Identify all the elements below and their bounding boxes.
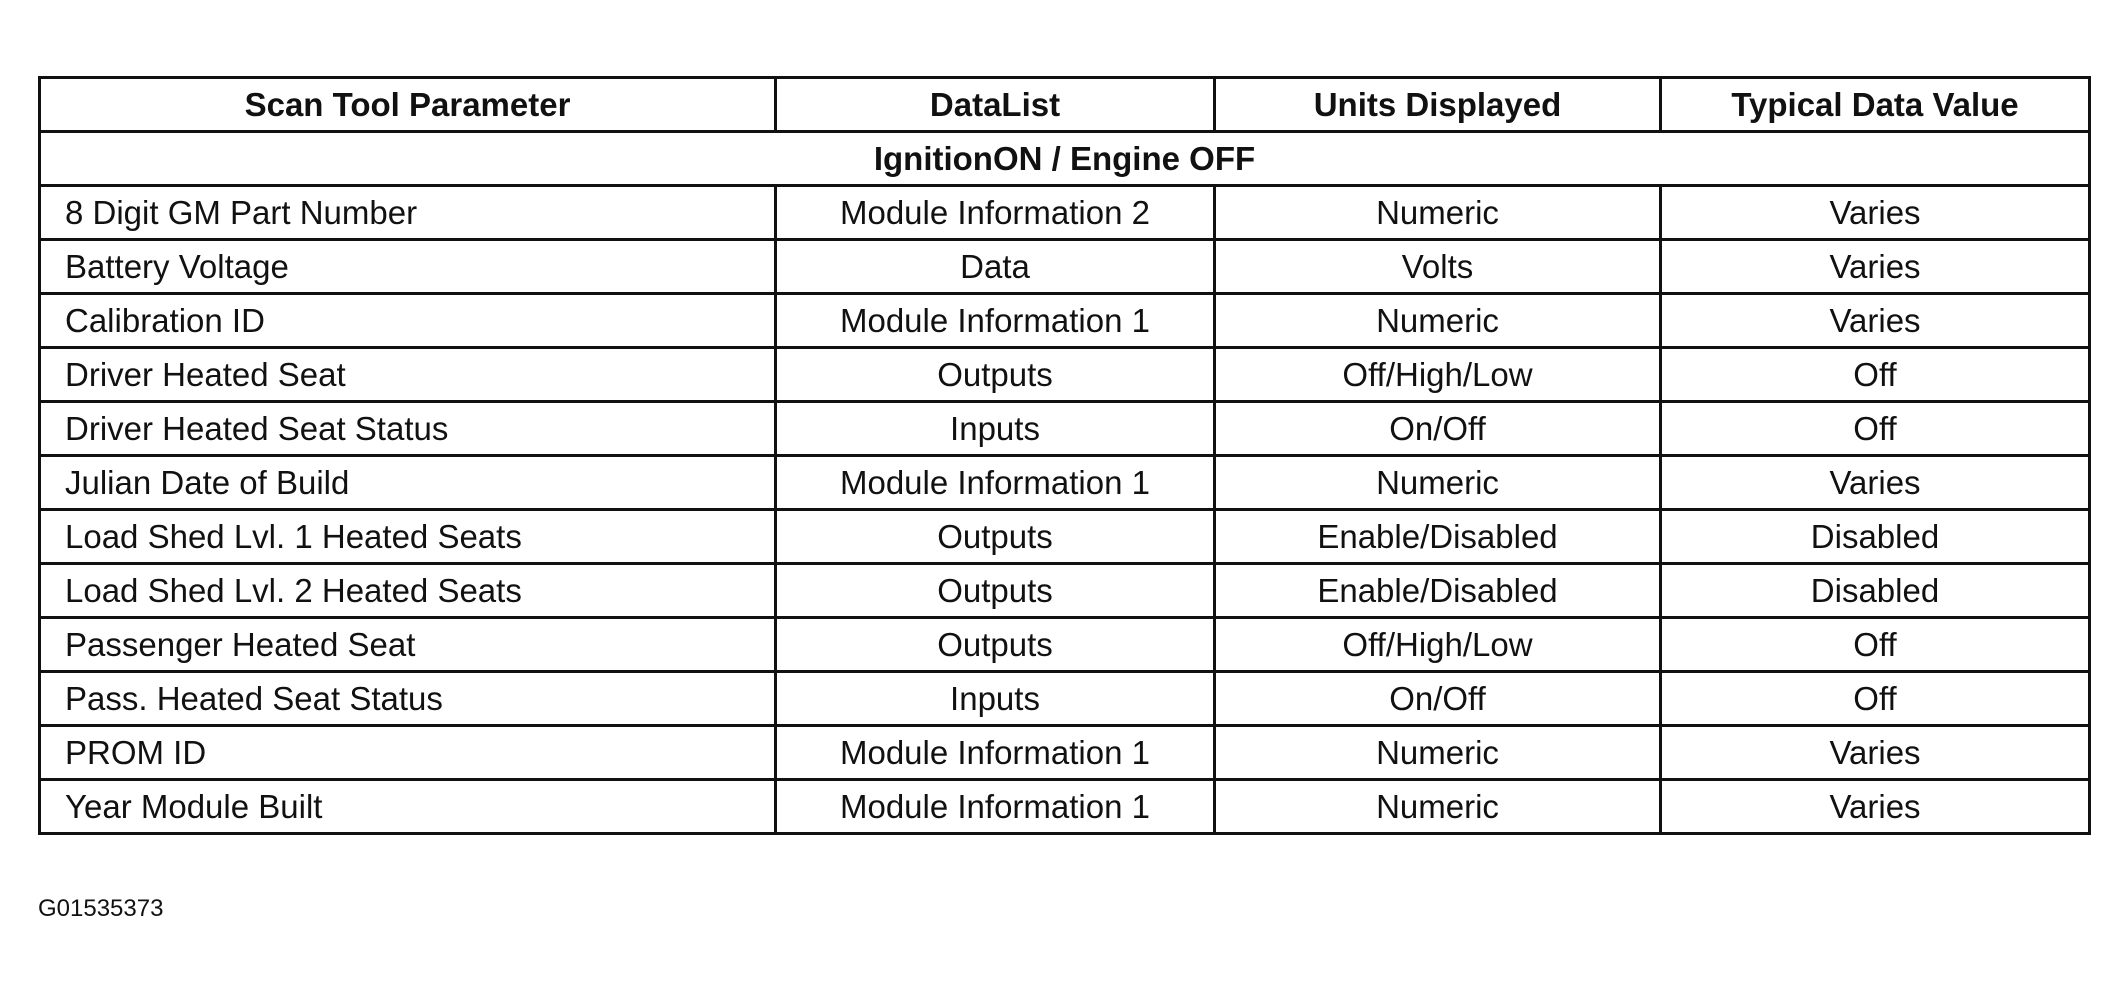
cell-datalist: Outputs [776,348,1215,402]
cell-typical-value: Varies [1661,780,2090,834]
table-row [40,240,2090,294]
cell-units: Numeric [1215,726,1661,780]
table-row [40,186,2090,240]
cell-parameter: Load Shed Lvl. 1 Heated Seats [40,510,776,564]
cell-parameter: PROM ID [40,726,776,780]
header-datalist: DataList [776,78,1215,132]
cell-parameter: Passenger Heated Seat [40,618,776,672]
cell-datalist: Module Information 2 [776,186,1215,240]
cell-parameter: Driver Heated Seat Status [40,402,776,456]
section-row [40,132,2090,186]
cell-units: On/Off [1215,672,1661,726]
cell-parameter: 8 Digit GM Part Number [40,186,776,240]
scan-tool-data-table-container [38,76,2088,835]
cell-units: Enable/Disabled [1215,564,1661,618]
table-row [40,780,2090,834]
table-row [40,294,2090,348]
cell-units: Volts [1215,240,1661,294]
cell-parameter: Load Shed Lvl. 2 Heated Seats [40,564,776,618]
cell-typical-value: Varies [1661,456,2090,510]
cell-typical-value: Varies [1661,240,2090,294]
cell-datalist: Module Information 1 [776,726,1215,780]
cell-typical-value: Varies [1661,186,2090,240]
cell-datalist: Module Information 1 [776,456,1215,510]
cell-units: Off/High/Low [1215,348,1661,402]
cell-typical-value: Off [1661,402,2090,456]
cell-parameter: Julian Date of Build [40,456,776,510]
cell-typical-value: Off [1661,618,2090,672]
cell-datalist: Inputs [776,672,1215,726]
scan-tool-data-table [38,76,2091,835]
cell-datalist: Inputs [776,402,1215,456]
table-row [40,348,2090,402]
cell-typical-value: Varies [1661,726,2090,780]
cell-parameter: Driver Heated Seat [40,348,776,402]
cell-typical-value: Off [1661,672,2090,726]
cell-units: Numeric [1215,186,1661,240]
cell-parameter: Battery Voltage [40,240,776,294]
figure-id: G01535373 [38,895,164,922]
cell-datalist: Outputs [776,510,1215,564]
cell-units: Off/High/Low [1215,618,1661,672]
header-units-displayed: Units Displayed [1215,78,1661,132]
table-row [40,564,2090,618]
cell-typical-value: Varies [1661,294,2090,348]
cell-datalist: Outputs [776,564,1215,618]
cell-units: Enable/Disabled [1215,510,1661,564]
table-row [40,618,2090,672]
cell-units: Numeric [1215,456,1661,510]
cell-units: Numeric [1215,780,1661,834]
cell-datalist: Module Information 1 [776,780,1215,834]
table-row [40,726,2090,780]
table-row [40,402,2090,456]
header-scan-tool-parameter: Scan Tool Parameter [40,78,776,132]
cell-typical-value: Disabled [1661,564,2090,618]
cell-units: On/Off [1215,402,1661,456]
cell-datalist: Data [776,240,1215,294]
cell-parameter: Year Module Built [40,780,776,834]
table-row [40,456,2090,510]
table-row [40,510,2090,564]
cell-datalist: Module Information 1 [776,294,1215,348]
cell-typical-value: Off [1661,348,2090,402]
cell-datalist: Outputs [776,618,1215,672]
cell-parameter: Pass. Heated Seat Status [40,672,776,726]
header-typical-data-value: Typical Data Value [1661,78,2090,132]
cell-typical-value: Disabled [1661,510,2090,564]
table-header-row [40,78,2090,132]
cell-units: Numeric [1215,294,1661,348]
cell-parameter: Calibration ID [40,294,776,348]
table-row [40,672,2090,726]
section-label: IgnitionON / Engine OFF [40,132,2090,186]
